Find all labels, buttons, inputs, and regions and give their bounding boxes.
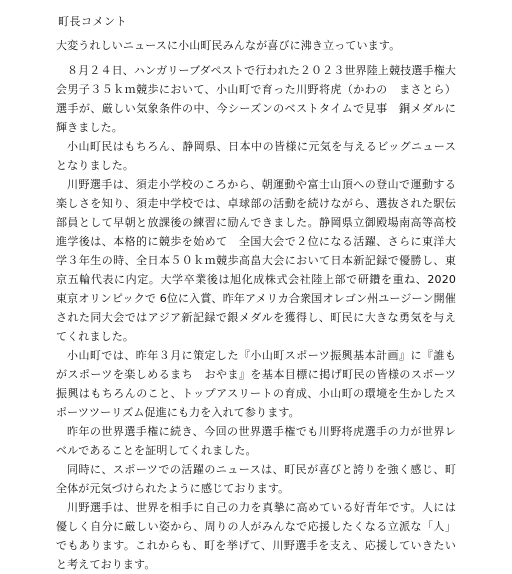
paragraph-world-level: 昨年の世界選手権に続き、今回の世界選手権でも川野将虎選手の力が世界レベルであることを証明してくれました。 [56,425,456,457]
paragraph-intro: 大変うれしいニュースに小山町民みんなが喜びに沸き立っています。 [56,39,401,52]
paragraph-support: 川野選手は、世界を相手に自己の力を真摯に高めている好青年です。人には優しく自分に厳しい姿から、周りの人がみんなで応援したくなる立派な「人」でもあります。これからも、町を挙げて、川野選手を支え、応援していきたいと考えております。 [56,501,456,571]
document-title: 町長コメント [58,15,127,28]
paragraph-sports-plan: 小山町では、昨年３月に策定した『小山町スポーツ振興基本計画』に『誰もがスポーツを楽しめるまち おやま』を基本目標に掲げ町民の皆様のスポーツ振興はもちろんのこと、トップアスリートの育成、小山町の環境を生かしたスポーツツーリズム促進にも力を入れて参ります。 [56,349,456,419]
paragraph-big-news: 小山町民はもちろん、静岡県、日本中の皆様に元気を与えるビッグニュースとなりました。 [56,140,456,172]
paragraph-career: 川野選手は、須走小学校のころから、朝運動や富士山頂への登山で運動する楽しさを知り、須走中学校では、卓球部の活動を続けながら、選抜された駅伝部員として早朝と放課後の練習に励んできました。静岡県立御殿場南高等高校進学後は、本格的に競歩を始めて 全国大会で２位になる活躍、さらに東洋大学３年生の時、全日本５０ｋｍ競歩高畠大会において日本新記録で優勝し、東京五輪代表に内定。大学卒業後は旭化成株式会社陸上部で研鑽を重ね、2020 東京オリンピックで 6位に入賞、昨年アメリカ合衆国オレゴン州ユージーン開催された同大会ではアジア新記録で銀メダルを獲得し、町民に大きな勇気を与えてくれました。 [56,178,456,343]
paragraph-town-pride: 同時に、スポーツでの活躍のニュースは、町民が喜びと誇りを強く感じ、町全体が元気づけられたように感じております。 [56,463,456,495]
paragraph-medal-news: ８月２４日、ハンガリーブダペストで行われた２０２３世界陸上競技選手権大会男子３５ｋｍ競歩において、小山町で育った川野将虎（かわの まさとら）選手が、厳しい気象条件の中、今シーズンのベストタイムで見事 銅メダルに輝きました。 [56,64,456,134]
